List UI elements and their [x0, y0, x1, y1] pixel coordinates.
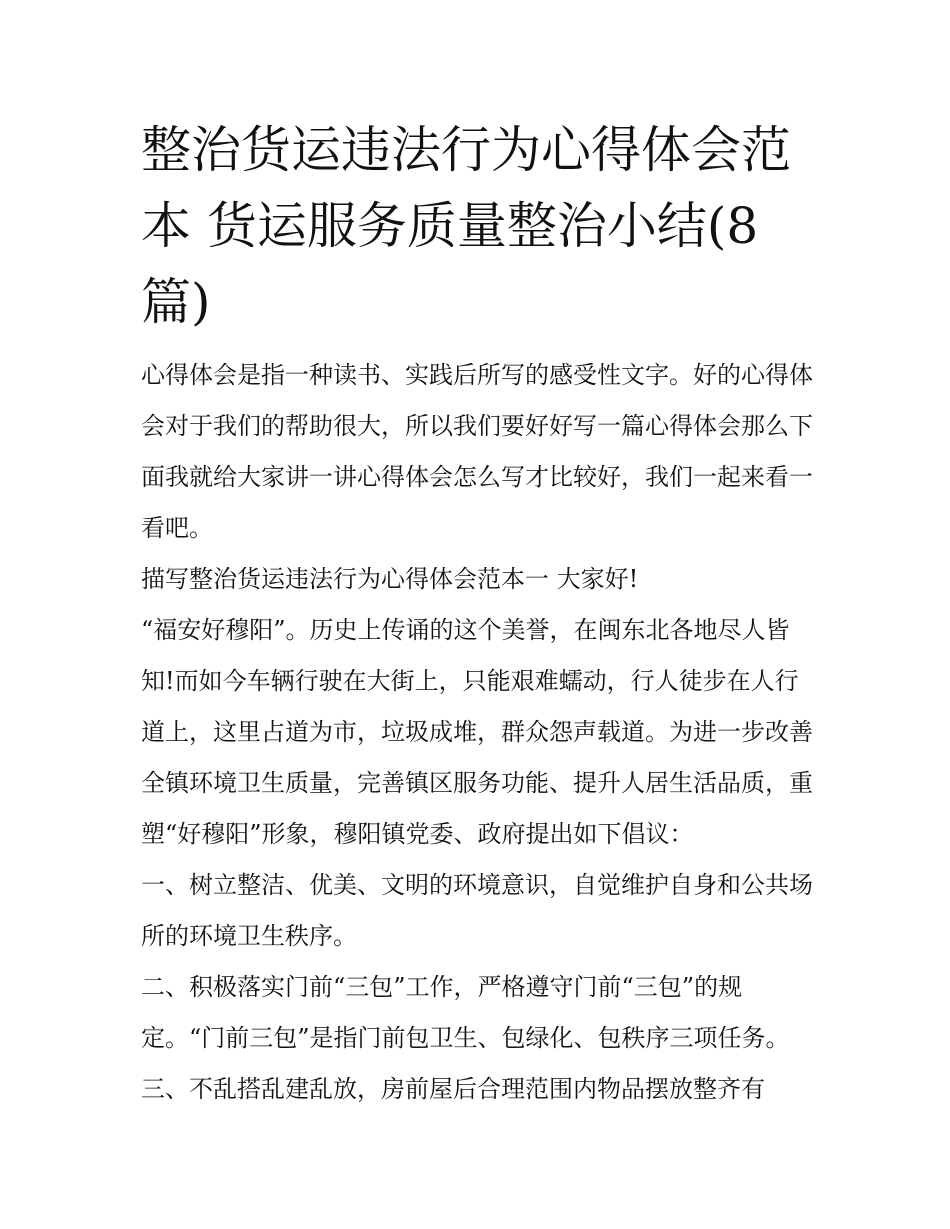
paragraph-muyang: “福安好穆阳”。历史上传诵的这个美誉，在闽东北各地尽人皆知!而如今车辆行驶在大街上，只能艰难蠕动，行人徒步在人行道上，这里占道为市，垃圾成堆，群众怨声载道。为进一步改善全镇环境卫生质量，完善镇区服务功能、提升人居生活品质，重塑“好穆阳”形象，穆阳镇党委、政府提出如下倡议： [141, 616, 813, 848]
document-title: 整治货运违法行为心得体会范本 货运服务质量整治小结(8篇) [141, 121, 791, 331]
document-content [141, 112, 821, 1115]
paragraph-item-three: 三、不乱搭乱建乱放，房前屋后合理范围内物品摆放整齐有 [141, 1075, 765, 1103]
document-body [141, 350, 821, 1115]
paragraph-item-one: 一、树立整洁、优美、文明的环境意识，自觉维护自身和公共场所的环境卫生秩序。 [141, 871, 813, 950]
paragraph-heading-one: 描写整治货运违法行为心得体会范本一 大家好! [141, 565, 639, 593]
paragraph-item-two: 二、积极落实门前“三包”工作，严格遵守门前“三包”的规定。“门前三包”是指门前包卫生、包绿化、包秩序三项任务。 [141, 973, 790, 1052]
paragraph-intro: 心得体会是指一种读书、实践后所写的感受性文字。好的心得体会对于我们的帮助很大，所以我们要好好写一篇心得体会那么下面我就给大家讲一讲心得体会怎么写才比较好，我们一起来看一看吧。 [141, 361, 813, 542]
